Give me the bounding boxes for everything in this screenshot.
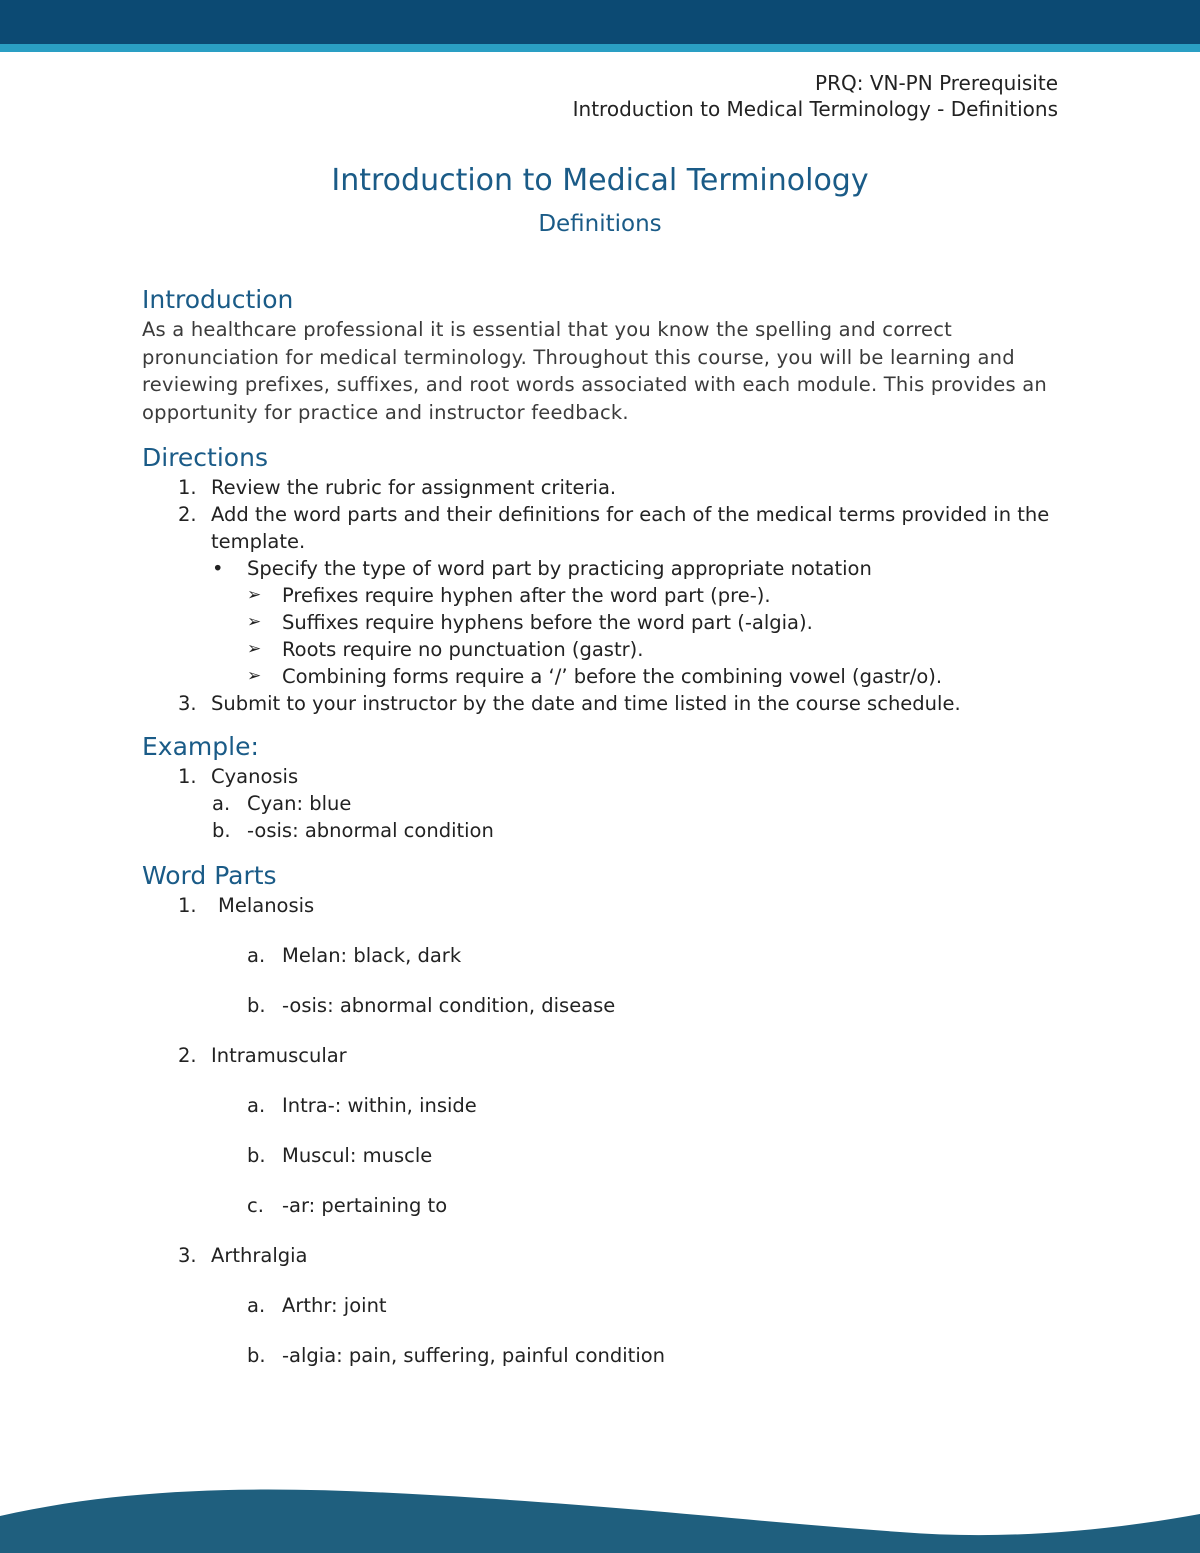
list-number: 3. [178,1244,197,1267]
list-item [142,474,1062,501]
list-item [142,1042,1062,1069]
arrow-item [142,636,1062,663]
sub-letter: b. [212,819,231,842]
word-parts-section [142,860,1062,1369]
sub-item [142,790,1062,817]
example-heading: Example: [142,732,259,761]
sub-item [142,1342,1062,1369]
document-body [142,284,1062,1369]
sub-letter: a. [247,1094,266,1117]
arrow-bullet-icon: ➢ [247,585,262,605]
sub-letter: c. [247,1194,264,1217]
bullet-item [142,555,1062,582]
sub-text: Muscul: muscle [282,1144,433,1167]
sub-item [142,817,1062,844]
introduction-heading: Introduction [142,285,294,314]
term-text: Cyanosis [211,765,299,788]
list-item [142,763,1062,790]
list-number: 2. [178,503,197,526]
term-text: Intramuscular [211,1044,347,1067]
list-item [142,892,1062,919]
sub-text: Melan: black, dark [282,944,462,967]
arrow-text: Suffixes require hyphens before the word part (-algia). [282,611,813,634]
term-text: Melanosis [218,894,315,917]
list-number: 3. [178,692,197,715]
sub-text: Arthr: joint [282,1294,387,1317]
header-band [0,0,1200,44]
sub-item [142,1142,1062,1169]
list-item [142,501,1062,555]
document-subtitle: Definitions [538,211,662,237]
page-header [573,70,1058,122]
sub-item [142,942,1062,969]
footer-wave [0,1470,1200,1553]
document-title: Introduction to Medical Terminology [331,163,869,198]
example-section [142,731,1062,844]
term-text: Arthralgia [211,1244,308,1267]
word-parts-heading: Word Parts [142,861,277,890]
arrow-text: Prefixes require hyphen after the word part (pre-). [282,584,771,607]
list-item [142,1242,1062,1269]
list-number: 2. [178,1044,197,1067]
arrow-text: Roots require no punctuation (gastr). [282,638,644,661]
arrow-item [142,582,1062,609]
arrow-item [142,609,1062,636]
arrow-item [142,663,1062,690]
list-text: Add the word parts and their definitions for each of the medical terms provided in the template. [211,503,1050,553]
sub-text: -osis: abnormal condition [247,819,494,842]
sub-letter: b. [247,994,266,1017]
sub-letter: a. [247,1294,266,1317]
arrow-bullet-icon: ➢ [247,612,262,632]
sub-letter: b. [247,1344,266,1367]
sub-text: Cyan: blue [247,792,352,815]
bullet-text: Specify the type of word part by practicing appropriate notation [247,557,872,580]
directions-section [142,442,1062,717]
list-number: 1. [178,894,197,917]
introduction-section [142,284,1062,426]
sub-letter: b. [247,1144,266,1167]
list-text: Submit to your instructor by the date and time listed in the course schedule. [211,692,961,715]
list-number: 1. [178,476,197,499]
introduction-text: As a healthcare professional it is essential that you know the spelling and correct pronunciation for medical terminology. Throughout this course, you will be learning and reviewing prefixes, suffixes, and root words associated with each module. This provides an opportunity for practice and instructor feedback. [142,318,1047,424]
header-course: PRQ: VN-PN Prerequisite [815,71,1058,95]
arrow-text: Combining forms require a ‘/’ before the combining vowel (gastr/o). [282,665,943,688]
header-document: Introduction to Medical Terminology - Definitions [572,97,1058,121]
sub-letter: a. [212,792,231,815]
bullet-icon: • [212,557,224,580]
arrow-bullet-icon: ➢ [247,666,262,686]
sub-item [142,992,1062,1019]
directions-heading: Directions [142,443,268,472]
sub-text: -ar: pertaining to [282,1194,448,1217]
sub-text: -algia: pain, suffering, painful condition [282,1344,666,1367]
arrow-bullet-icon: ➢ [247,639,262,659]
list-item [142,690,1062,717]
sub-item [142,1192,1062,1219]
header-stripe [0,44,1200,52]
sub-text: -osis: abnormal condition, disease [282,994,616,1017]
sub-letter: a. [247,944,266,967]
list-number: 1. [178,765,197,788]
sub-item [142,1292,1062,1319]
sub-text: Intra-: within, inside [282,1094,477,1117]
list-text: Review the rubric for assignment criteria. [211,476,617,499]
sub-item [142,1092,1062,1119]
